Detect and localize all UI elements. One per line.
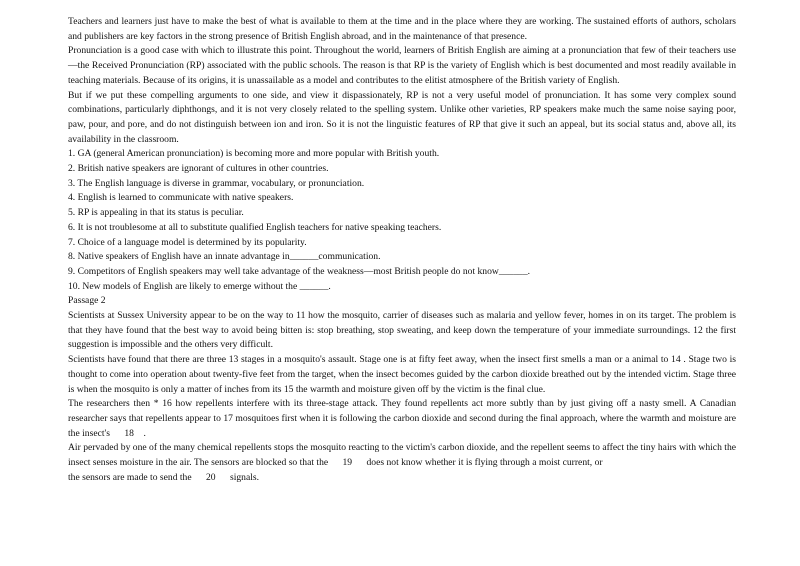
question-list xyxy=(68,147,736,294)
passage-heading: Passage 2 xyxy=(68,295,106,307)
question-item: 5. RP is appealing in that its status is peculiar. xyxy=(68,207,244,219)
question-item: 1. GA (general American pronunciation) is becoming more and more popular with British youth. xyxy=(68,148,440,160)
paragraph: But if we put these compelling arguments to one side, and view it dispassionately, RP is not a very useful model of pronunciation. It has some very complex sound combinations, particularly diphthongs, and it is not very closely related to the spelling system. Unlike other varieties, RP speakers make much the same noise saying poor, paw, pour, and pore, and do not distinguish between ion and iron. So it is not the linguistic features of RP that give it such an appeal, but its social status and, above all, its availability in the classroom. xyxy=(68,89,736,145)
question-item: 9. Competitors of English speakers may well take advantage of the weakness—most British people do not know______. xyxy=(68,265,531,277)
question-item: 6. It is not troublesome at all to substitute qualified English teachers for native speaking teachers. xyxy=(68,221,442,233)
question-item: 10. New models of English are likely to emerge without the ______. xyxy=(68,280,331,292)
paragraph: Pronunciation is a good case with which to illustrate this point. Throughout the world, learners of British English are aiming at a pronunciation that few of their teachers use—the Received Pronunciation (RP) associated with the public schools. The reason is that RP is the variety of English which is best documented and most readily available in teaching materials. Because of its origins, it is unassailable as a model and contributes to the elitist atmosphere of the British variety of English. xyxy=(68,45,736,86)
question-item: 7. Choice of a language model is determined by its popularity. xyxy=(68,236,307,248)
paragraph: Scientists have found that there are three 13 stages in a mosquito's assault. Stage one is at fifty feet away, when the insect first smells a man or a animal to 14 . Stage two is thought to come into operation about twenty-five feet from the target, when the insect becomes guided by the carbon dioxide breathed out by the intended victim. Stage three is when the mosquito is only a matter of inches from its 15 the warmth and moisture given off by the victim is the final clue. xyxy=(68,354,736,395)
document-page xyxy=(68,15,739,486)
paragraph: The researchers then * 16 how repellents interfere with its three-stage attack. They found repellents act more subtly than by just giving off a nasty smell. A Canadian researcher says that repellents appear to 17 mosquitoes first when it is following the carbon dioxide and second during the final approach, where the warmth and moisture are the insect's 18 . xyxy=(68,398,739,439)
question-item: 8. Native speakers of English have an innate advantage in______communication. xyxy=(68,251,381,263)
paragraph: the sensors are made to send the 20 signals. xyxy=(68,471,260,483)
question-item: 3. The English language is diverse in grammar, vocabulary, or pronunciation. xyxy=(68,177,365,189)
paragraph: Scientists at Sussex University appear to be on the way to 11 how the mosquito, carrier of diseases such as malaria and yellow fever, homes in on its target. The problem is that they have found that the best way to avoid being bitten is: stop breathing, stop sweating, and keep down the temperature of your immediate surroundings. 12 the first suggestion is impossible and the others very difficult. xyxy=(68,310,736,351)
question-item: 4. English is learned to communicate with native speakers. xyxy=(68,192,294,204)
paragraph: Air pervaded by one of the many chemical repellents stops the mosquito reacting to the victim's carbon dioxide, and the repellent seems to affect the tiny hairs with which the insect senses moisture in the air. The sensors are blocked so that the 19 does not know whether it is flying through a moist current, or xyxy=(68,442,739,469)
question-item: 2. British native speakers are ignorant of cultures in other countries. xyxy=(68,163,329,175)
paragraph: Teachers and learners just have to make the best of what is available to them at the time and in the place where they are working. The sustained efforts of authors, scholars and publishers are key factors in the strong presence of British English abroad, and in the maintenance of that presence. xyxy=(68,16,736,42)
